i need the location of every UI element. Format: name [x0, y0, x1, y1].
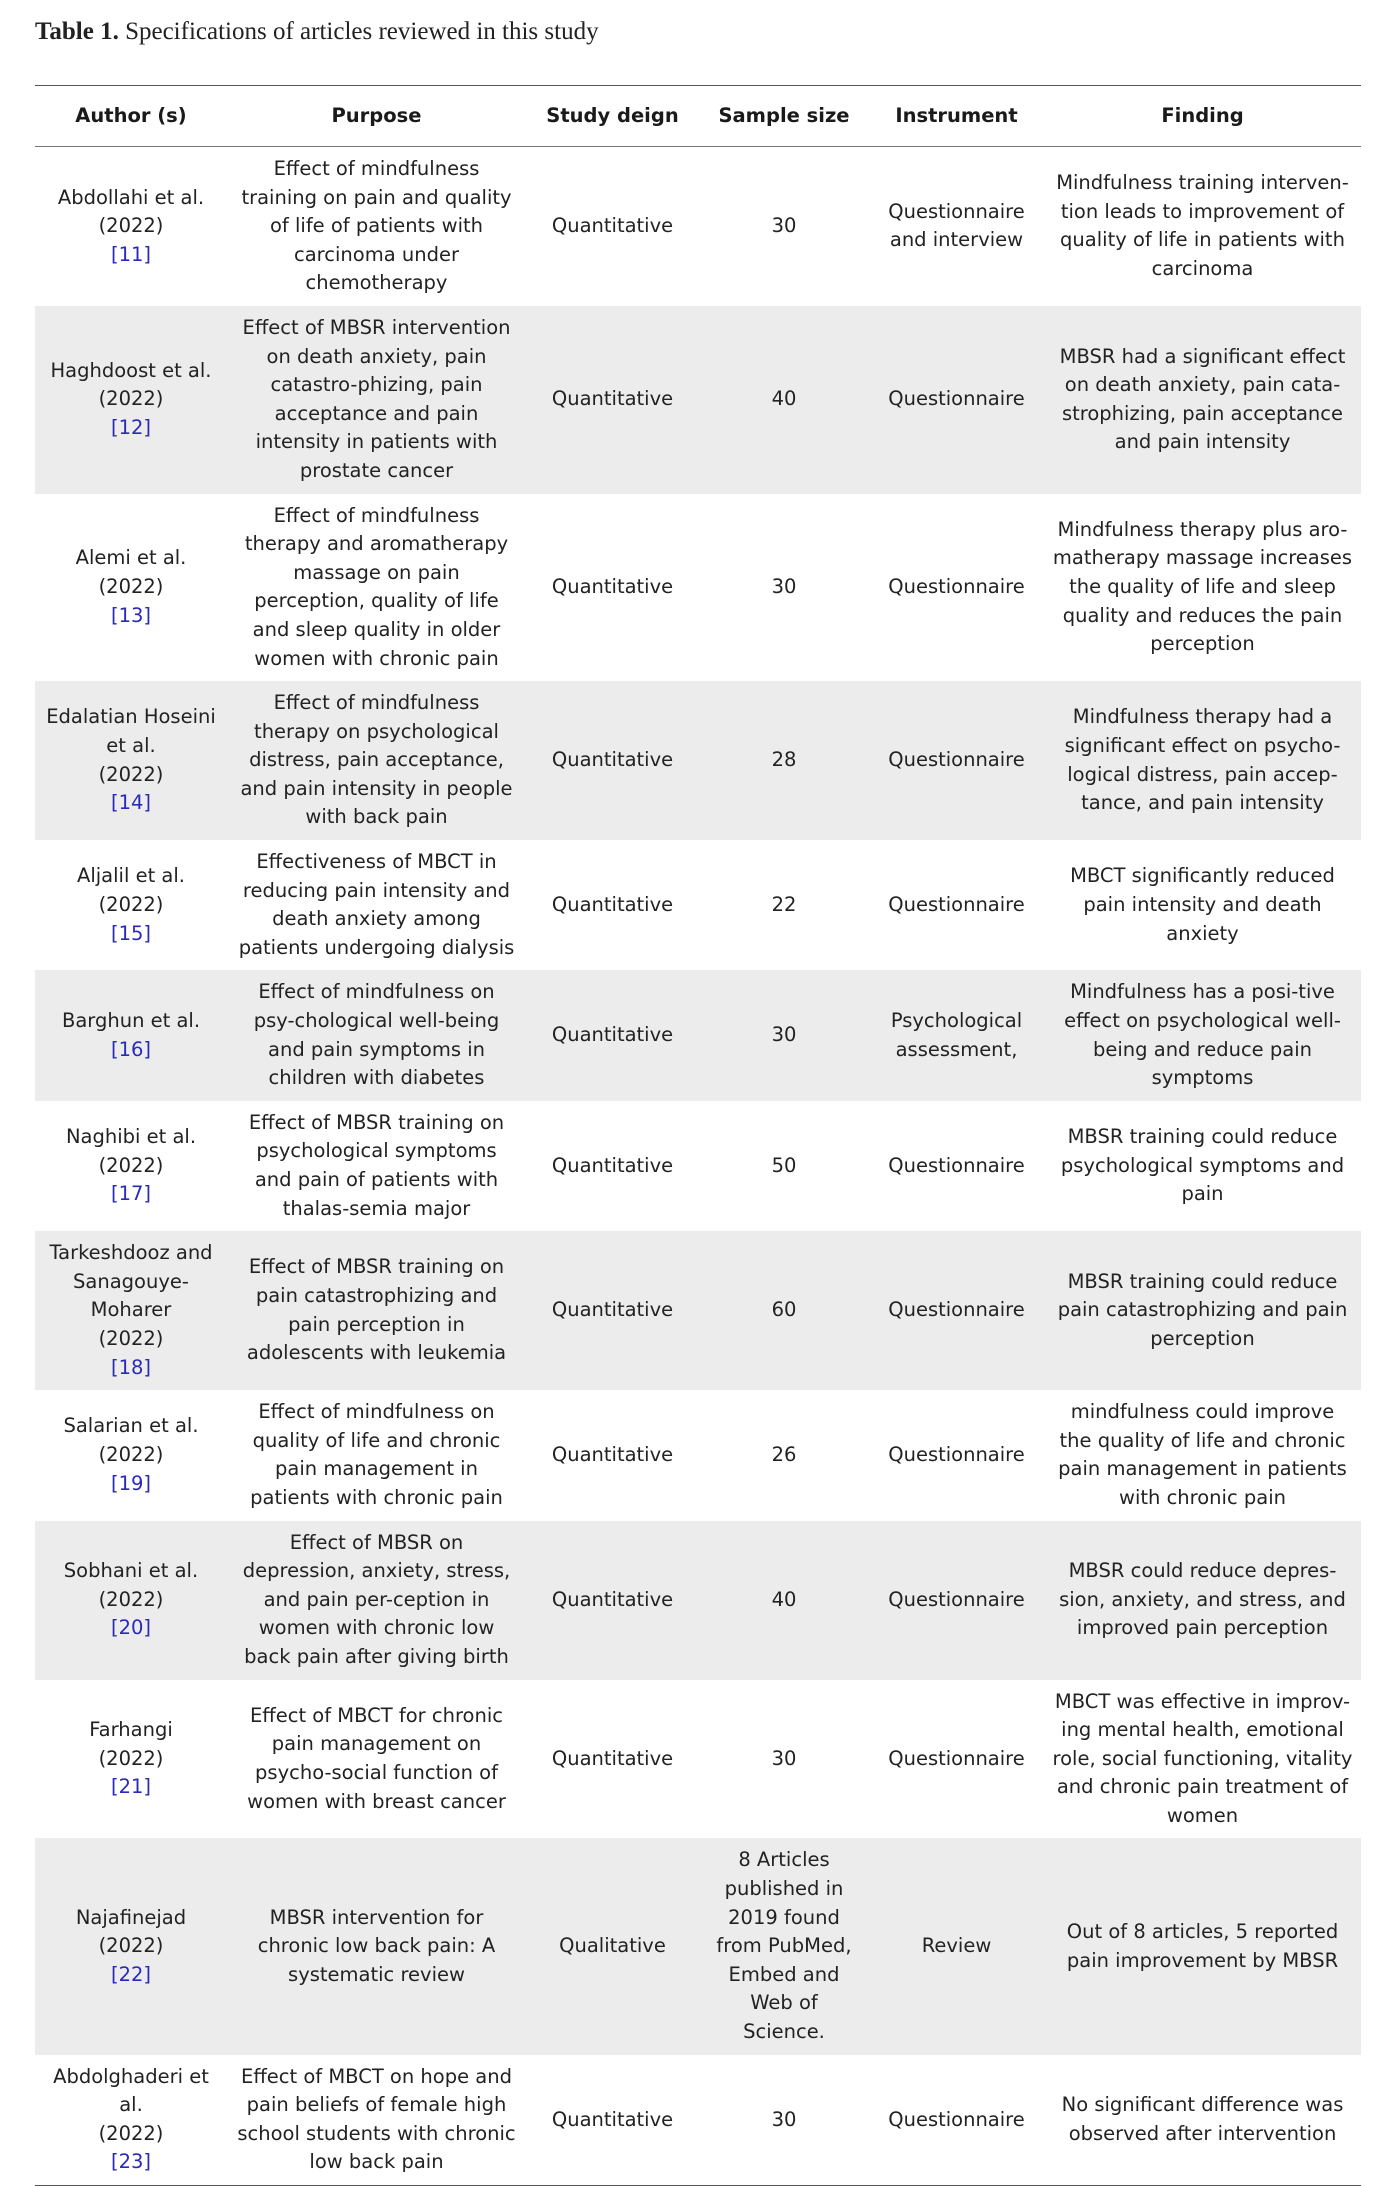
finding-cell: Mindfulness therapy plus aro-matherapy massage increases the quality of life and sleep quality and reduces the pain perception [1044, 494, 1361, 682]
finding-cell: MBCT significantly reduced pain intensity and death anxiety [1044, 840, 1361, 970]
table-row [35, 494, 1361, 682]
table-row [35, 1101, 1361, 1231]
purpose-cell: Effect of MBSR intervention on death anxiety, pain catastro-phizing, pain acceptance and pain intensity in patients with prostate cancer [227, 306, 526, 494]
sample-size-cell: 60 [699, 1231, 869, 1390]
instrument-cell: Questionnaire [869, 1390, 1044, 1520]
instrument-cell: Questionnaire [869, 1231, 1044, 1390]
purpose-cell: Effect of MBCT on hope and pain beliefs of female high school students with chronic low back pain [227, 2055, 526, 2186]
author-cell [35, 681, 227, 840]
publication-year: (2022) [98, 2121, 164, 2145]
reference-link[interactable]: [21] [110, 1775, 152, 1799]
author-cell [35, 840, 227, 970]
finding-cell: Mindfulness training interven-tion leads to improvement of quality of life in patients with carcinoma [1044, 147, 1361, 306]
table-header-row [35, 86, 1361, 147]
author-name: Edalatian Hoseini et al. [46, 705, 216, 757]
instrument-cell: Questionnaire [869, 1101, 1044, 1231]
instrument-cell: Psychological assessment, [869, 970, 1044, 1100]
publication-year: (2022) [98, 214, 164, 238]
author-cell [35, 1390, 227, 1520]
author-cell [35, 2055, 227, 2186]
instrument-cell: Questionnaire [869, 1521, 1044, 1680]
instrument-cell: Questionnaire [869, 681, 1044, 840]
finding-cell: No significant difference was observed after intervention [1044, 2055, 1361, 2186]
publication-year: (2022) [98, 1443, 164, 1467]
author-cell [35, 1231, 227, 1390]
purpose-cell: MBSR intervention for chronic low back pain: A systematic review [227, 1838, 526, 2054]
reference-link[interactable]: [23] [110, 2150, 152, 2174]
instrument-cell: Questionnaire [869, 1680, 1044, 1839]
author-name: Tarkeshdooz and Sanagouye-Moharer [49, 1241, 213, 1322]
study-design-cell: Qualitative [526, 1838, 699, 2054]
publication-year: (2022) [98, 1587, 164, 1611]
study-design-cell: Quantitative [526, 681, 699, 840]
table-caption [35, 18, 599, 46]
header-sample-size: Sample size [699, 86, 869, 147]
author-cell [35, 147, 227, 306]
sample-size-cell: 40 [699, 306, 869, 494]
study-design-cell: Quantitative [526, 147, 699, 306]
author-name: Aljalil et al. [77, 864, 185, 888]
finding-cell: MBSR training could reduce psychological symptoms and pain [1044, 1101, 1361, 1231]
study-design-cell: Quantitative [526, 970, 699, 1100]
table-title: Specifications of articles reviewed in this study [118, 18, 599, 45]
sample-size-cell: 40 [699, 1521, 869, 1680]
publication-year: (2022) [98, 387, 164, 411]
study-design-cell: Quantitative [526, 494, 699, 682]
finding-cell: Out of 8 articles, 5 reported pain improvement by MBSR [1044, 1838, 1361, 2054]
sample-size-cell: 30 [699, 2055, 869, 2186]
table-row [35, 147, 1361, 306]
header-finding: Finding [1044, 86, 1361, 147]
publication-year: (2022) [98, 892, 164, 916]
sample-size-cell: 22 [699, 840, 869, 970]
sample-size-cell: 30 [699, 494, 869, 682]
table-row [35, 681, 1361, 840]
sample-size-cell: 30 [699, 1680, 869, 1839]
author-name: Salarian et al. [63, 1414, 199, 1438]
header-author: Author (s) [35, 86, 227, 147]
purpose-cell: Effect of mindfulness on psy-chological well-being and pain symptoms in children with diabetes [227, 970, 526, 1100]
purpose-cell: Effect of MBCT for chronic pain management on psycho-social function of women with breast cancer [227, 1680, 526, 1839]
purpose-cell: Effect of mindfulness therapy on psychological distress, pain acceptance, and pain intensity in people with back pain [227, 681, 526, 840]
publication-year: (2022) [98, 762, 164, 786]
study-design-cell: Quantitative [526, 1231, 699, 1390]
instrument-cell: Questionnaire [869, 306, 1044, 494]
reference-link[interactable]: [22] [110, 1962, 152, 1986]
table-row [35, 1231, 1361, 1390]
purpose-cell: Effect of mindfulness on quality of life and chronic pain management in patients with chronic pain [227, 1390, 526, 1520]
author-cell [35, 306, 227, 494]
instrument-cell: Questionnaire [869, 494, 1044, 682]
reference-link[interactable]: [17] [110, 1182, 152, 1206]
table-row [35, 1521, 1361, 1680]
finding-cell: MBSR training could reduce pain catastrophizing and pain perception [1044, 1231, 1361, 1390]
sample-size-cell: 26 [699, 1390, 869, 1520]
study-design-cell: Quantitative [526, 2055, 699, 2186]
purpose-cell: Effect of mindfulness therapy and aromatherapy massage on pain perception, quality of life and sleep quality in older women with chronic pain [227, 494, 526, 682]
publication-year: (2022) [98, 1326, 164, 1350]
finding-cell: Mindfulness therapy had a significant effect on psycho-logical distress, pain accep-tance, and pain intensity [1044, 681, 1361, 840]
author-name: Naghibi et al. [65, 1125, 197, 1149]
table-label: Table 1. [35, 18, 119, 45]
author-cell [35, 970, 227, 1100]
author-name: Abdollahi et al. [57, 185, 205, 209]
publication-year: (2022) [98, 1746, 164, 1770]
purpose-cell: Effect of MBSR on depression, anxiety, stress, and pain per-ception in women with chronic low back pain after giving birth [227, 1521, 526, 1680]
table-row [35, 2055, 1361, 2186]
header-study-design: Study deign [526, 86, 699, 147]
reference-link[interactable]: [14] [110, 791, 152, 815]
header-instrument: Instrument [869, 86, 1044, 147]
study-design-cell: Quantitative [526, 1390, 699, 1520]
reference-link[interactable]: [20] [110, 1616, 152, 1640]
publication-year: (2022) [98, 1934, 164, 1958]
instrument-cell: Questionnaire [869, 2055, 1044, 2186]
sample-size-cell: 30 [699, 147, 869, 306]
instrument-cell: Review [869, 1838, 1044, 2054]
author-name: Farhangi [89, 1718, 173, 1742]
study-design-cell: Quantitative [526, 1521, 699, 1680]
author-cell [35, 1101, 227, 1231]
table-row [35, 306, 1361, 494]
finding-cell: Mindfulness has a posi-tive effect on psychological well-being and reduce pain symptoms [1044, 970, 1361, 1100]
reference-link[interactable]: [18] [110, 1355, 152, 1379]
table-row [35, 1838, 1361, 2054]
reference-link[interactable]: [13] [110, 603, 152, 627]
author-name: Najafinejad [75, 1905, 187, 1929]
purpose-cell: Effect of MBSR training on psychological symptoms and pain of patients with thalas-semia major [227, 1101, 526, 1231]
reference-link[interactable]: [19] [110, 1471, 152, 1495]
author-cell [35, 1838, 227, 2054]
sample-size-cell: 8 Articles published in 2019 found from PubMed, Embed and Web of Science. [699, 1838, 869, 2054]
study-design-cell: Quantitative [526, 840, 699, 970]
author-cell [35, 1521, 227, 1680]
publication-year: (2022) [98, 1153, 164, 1177]
purpose-cell: Effect of mindfulness training on pain and quality of life of patients with carcinoma under chemotherapy [227, 147, 526, 306]
reference-link[interactable]: [11] [110, 242, 152, 266]
instrument-cell: Questionnaire [869, 840, 1044, 970]
author-cell [35, 494, 227, 682]
table-body [35, 147, 1361, 2186]
finding-cell: mindfulness could improve the quality of life and chronic pain management in patients with chronic pain [1044, 1390, 1361, 1520]
table-row [35, 1390, 1361, 1520]
author-name: Abdolghaderi et al. [53, 2064, 209, 2117]
finding-cell: MBSR could reduce depres-sion, anxiety, and stress, and improved pain perception [1044, 1521, 1361, 1680]
author-name: Sobhani et al. [63, 1559, 199, 1583]
sample-size-cell: 28 [699, 681, 869, 840]
author-name: Barghun et al. [61, 1009, 201, 1033]
finding-cell: MBSR had a significant effect on death anxiety, pain cata-strophizing, pain acceptance and pain intensity [1044, 306, 1361, 494]
table-row [35, 970, 1361, 1100]
header-purpose: Purpose [227, 86, 526, 147]
purpose-cell: Effect of MBSR training on pain catastrophizing and pain perception in adolescents with leukemia [227, 1231, 526, 1390]
finding-cell: MBCT was effective in improv-ing mental health, emotional role, social functioning, vitality and chronic pain treatment of women [1044, 1680, 1361, 1839]
purpose-cell: Effectiveness of MBCT in reducing pain intensity and death anxiety among patients undergoing dialysis [227, 840, 526, 970]
instrument-cell: Questionnaire and interview [869, 147, 1044, 306]
reference-link[interactable]: [15] [110, 921, 152, 945]
reference-link[interactable]: [12] [110, 416, 152, 440]
study-design-cell: Quantitative [526, 1680, 699, 1839]
author-name: Alemi et al. [75, 546, 187, 570]
reference-link[interactable]: [16] [110, 1037, 152, 1061]
sample-size-cell: 50 [699, 1101, 869, 1231]
study-design-cell: Quantitative [526, 306, 699, 494]
sample-size-cell: 30 [699, 970, 869, 1100]
publication-year: (2022) [98, 575, 164, 599]
author-name: Haghdoost et al. [50, 358, 212, 382]
study-design-cell: Quantitative [526, 1101, 699, 1231]
articles-table [35, 85, 1361, 2186]
author-cell [35, 1680, 227, 1839]
table-row [35, 1680, 1361, 1839]
table-row [35, 840, 1361, 970]
